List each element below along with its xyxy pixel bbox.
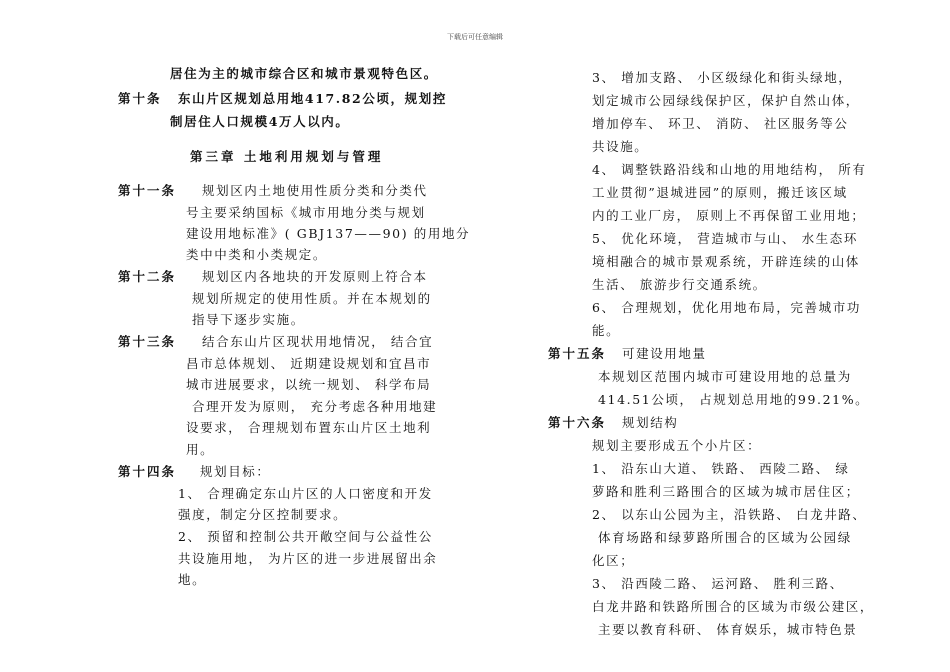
text-line: 类中中类和小类规定。 <box>186 247 328 262</box>
text-line: 居住为主的城市综合区和城市景观特色区。 <box>170 66 438 81</box>
text-line: 增加停车、 环卫、 消防、 社区服务等公 <box>592 116 849 131</box>
text-line: 1、 合理确定东山片区的人口密度和开发 <box>178 486 433 501</box>
text-line: 结合东山片区现状用地情况， 结合宜 <box>202 334 434 349</box>
text-line: 用。 <box>186 442 215 457</box>
text-line: 东山片区规划总用地417.82公顷，规划控 <box>178 91 447 106</box>
text-line: 本规划区范围内城市可建设用地的总量为 <box>598 369 852 384</box>
article-15-label: 第十五条 <box>548 346 607 361</box>
text-line: 昌市总体规划、 近期建设规划和宜昌市 <box>186 356 432 371</box>
article-12-label: 第十二条 <box>118 269 177 284</box>
text-line: 1、 沿东山大道、 铁路、 西陵二路、 绿 <box>592 461 850 476</box>
text-line: 规划区内土地使用性质分类和分类代 <box>202 183 428 198</box>
article-10-label: 第十条 <box>118 91 162 106</box>
text-line: 5、 优化环境， 营造城市与山、 水生态环 <box>592 231 858 246</box>
text-line: 6、 合理规划，优化用地布局，完善城市功 <box>592 300 861 315</box>
text-line: 2、 以东山公园为主，沿铁路、 白龙井路、 <box>592 507 867 522</box>
article-11-label: 第十一条 <box>118 183 177 198</box>
text-line: 划定城市公园绿线保护区，保护自然山体， <box>592 93 860 108</box>
text-line: 可建设用地量 <box>622 346 707 361</box>
text-line: 规划目标： <box>200 464 271 479</box>
article-13-label: 第十三条 <box>118 334 177 349</box>
text-line: 建设用地标准》( GBJ137——90) 的用地分 <box>186 226 471 241</box>
text-line: 3、 增加支路、 小区级绿化和街头绿地， <box>592 70 853 85</box>
text-line: 合理开发为原则， 充分考虑各种用地建 <box>192 399 438 414</box>
text-line: 规划结构 <box>622 415 679 430</box>
text-line: 化区； <box>592 553 635 568</box>
text-line: 制居住人口规模4万人以内。 <box>170 114 350 129</box>
text-line: 生活、 旅游步行交通系统。 <box>592 277 767 292</box>
text-line: 规划主要形成五个小片区： <box>592 438 762 453</box>
text-line: 内的工业厂房， 原则上不再保留工业用地； <box>592 208 866 223</box>
text-line: 萝路和胜利三路围合的区域为城市居住区； <box>592 484 860 499</box>
text-line: 设要求， 合理规划布置东山片区土地利 <box>186 420 432 435</box>
article-14-label: 第十四条 <box>118 464 177 479</box>
text-line: 地。 <box>178 572 207 587</box>
text-line: 能。 <box>592 323 621 338</box>
text-line: 3、 沿西陵二路、 运河路、 胜利三路、 <box>592 576 844 591</box>
text-line: 主要以教育科研、 体育娱乐，城市特色景 <box>598 622 858 637</box>
text-line: 共设施。 <box>592 139 649 154</box>
text-line: 共设施用地， 为片区的进一步进展留出余 <box>178 551 438 566</box>
text-line: 规划所规定的使用性质。并在本规划的 <box>192 291 432 306</box>
text-line: 工业贯彻”退城进园”的原则，搬迁该区域 <box>592 185 848 200</box>
text-line: 2、 预留和控制公共开敞空间与公益性公 <box>178 529 433 544</box>
text-line: 境相融合的城市景观系统，开辟连续的山体 <box>592 254 860 269</box>
text-line: 号主要采纳国标《城市用地分类与规划 <box>186 205 426 220</box>
article-16-label: 第十六条 <box>548 415 607 430</box>
text-line: 强度，制定分区控制要求。 <box>178 507 348 522</box>
text-line: 4、 调整铁路沿线和山地的用地结构， 所有 <box>592 162 867 177</box>
text-line: 规划区内各地块的开发原则上符合本 <box>202 269 428 284</box>
chapter-title: 第三章 土地利用规划与管理 <box>190 149 384 164</box>
text-line: 体育场路和绿萝路所围合的区域为公园绿 <box>598 530 852 545</box>
text-line: 城市进展要求，以统一规划、 科学布局 <box>186 377 432 392</box>
page-header: 下载后可任意编辑 <box>447 33 503 41</box>
text-line: 414.51公顷， 占规划总用地的99.21%。 <box>598 392 870 407</box>
text-line: 白龙井路和铁路所围合的区域为市级公建区， <box>592 599 875 614</box>
text-line: 指导下逐步实施。 <box>192 312 305 327</box>
